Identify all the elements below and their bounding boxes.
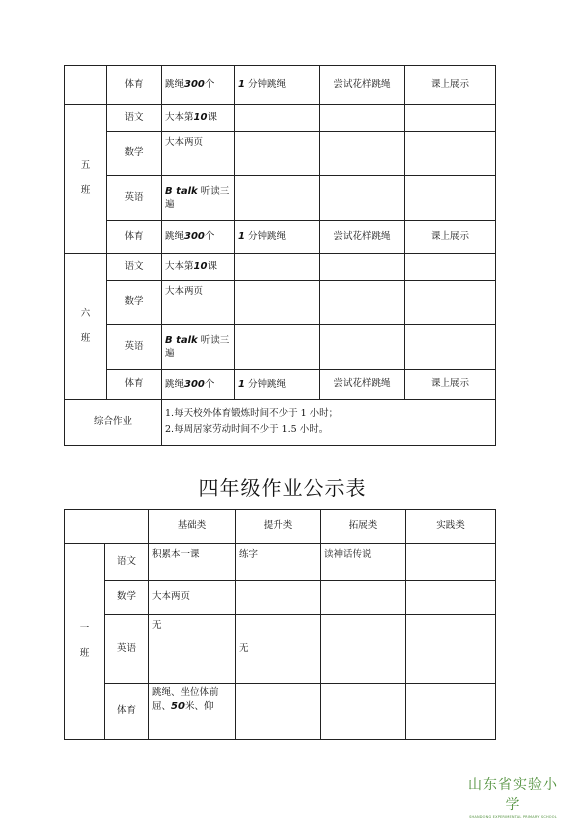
practice-cell: 课上展示 [405, 66, 496, 105]
school-logo-name: 山东省实验小学 [468, 777, 558, 813]
header-practice: 实践类 [406, 510, 496, 544]
subject-cell: 语文 [107, 254, 162, 281]
table-row [65, 221, 496, 254]
basic-cell: 大本第10课 [162, 105, 235, 132]
subject-cell: 体育 [107, 221, 162, 254]
summary-label: 综合作业 [65, 400, 162, 446]
basic-cell: 大本两页 [162, 281, 235, 325]
table-row-summary [65, 400, 496, 446]
homework-table-grade3-continued [64, 65, 496, 446]
subject-cell: 英语 [107, 325, 162, 370]
subject-cell: 语文 [105, 544, 149, 581]
basic-cell: 跳绳300个 [162, 221, 235, 254]
subject-cell: 数学 [107, 132, 162, 176]
advanced-cell: 无 [236, 615, 321, 684]
subject-cell: 体育 [107, 370, 162, 400]
extend-cell: 尝试花样跳绳 [320, 370, 405, 400]
table-row [65, 370, 496, 400]
table-row [65, 66, 496, 105]
header-advanced: 提升类 [236, 510, 321, 544]
table-row [65, 544, 496, 581]
table-row [65, 281, 496, 325]
subject-cell: 英语 [105, 615, 149, 684]
basic-cell: 大本第10课 [162, 254, 235, 281]
subject-cell: 数学 [105, 581, 149, 615]
summary-notes [162, 400, 496, 446]
table-row [65, 615, 496, 684]
extend-cell: 尝试花样跳绳 [320, 221, 405, 254]
subject-cell: 英语 [107, 176, 162, 221]
subject-cell: 体育 [107, 66, 162, 105]
header-extend: 拓展类 [321, 510, 406, 544]
table-header-row [65, 510, 496, 544]
practice-cell: 课上展示 [405, 221, 496, 254]
advanced-cell: 1 分钟跳绳 [235, 66, 320, 105]
extend-cell: 读神话传说 [321, 544, 406, 581]
subject-cell: 体育 [105, 684, 149, 740]
advanced-cell: 1 分钟跳绳 [235, 370, 320, 400]
basic-cell: 大本两页 [149, 581, 236, 615]
advanced-cell: 1 分钟跳绳 [235, 221, 320, 254]
basic-cell: B talk 听读三 遍 [162, 176, 235, 221]
table-row [65, 176, 496, 221]
class-label-one: 一 班 [65, 544, 105, 740]
extend-cell: 尝试花样跳绳 [320, 66, 405, 105]
table-row [65, 254, 496, 281]
page-title: 四年级作业公示表 [198, 476, 367, 500]
basic-cell: 积累本一课 [149, 544, 236, 581]
basic-cell: 跳绳300个 [162, 66, 235, 105]
class-label-five: 五 班 [65, 105, 107, 254]
basic-cell: 跳绳、坐位体前 屈、50米、仰 [149, 684, 236, 740]
basic-cell: 大本两页 [162, 132, 235, 176]
table-row [65, 581, 496, 615]
table-row [65, 325, 496, 370]
table-row [65, 684, 496, 740]
basic-cell: 无 [149, 615, 236, 684]
basic-cell: 跳绳300个 [162, 370, 235, 400]
table-row [65, 132, 496, 176]
summary-line-2: 2.每周居家劳动时间不少于 1.5 小时。 [165, 424, 329, 435]
class-label-cell [65, 66, 107, 105]
subject-cell: 数学 [107, 281, 162, 325]
table-row [65, 105, 496, 132]
school-logo-english: SHANDONG EXPERIMENTAL PRIMARY SCHOOL [469, 815, 557, 819]
advanced-cell: 练字 [236, 544, 321, 581]
practice-cell: 课上展示 [405, 370, 496, 400]
homework-table-grade4 [64, 509, 496, 740]
class-label-six: 六 班 [65, 254, 107, 400]
school-logo [465, 774, 561, 819]
summary-line-1: 1.每天校外体育锻炼时间不少于 1 小时； [165, 408, 339, 420]
subject-cell: 语文 [107, 105, 162, 132]
basic-cell: B talk 听读三 遍 [162, 325, 235, 370]
header-basic: 基础类 [149, 510, 236, 544]
